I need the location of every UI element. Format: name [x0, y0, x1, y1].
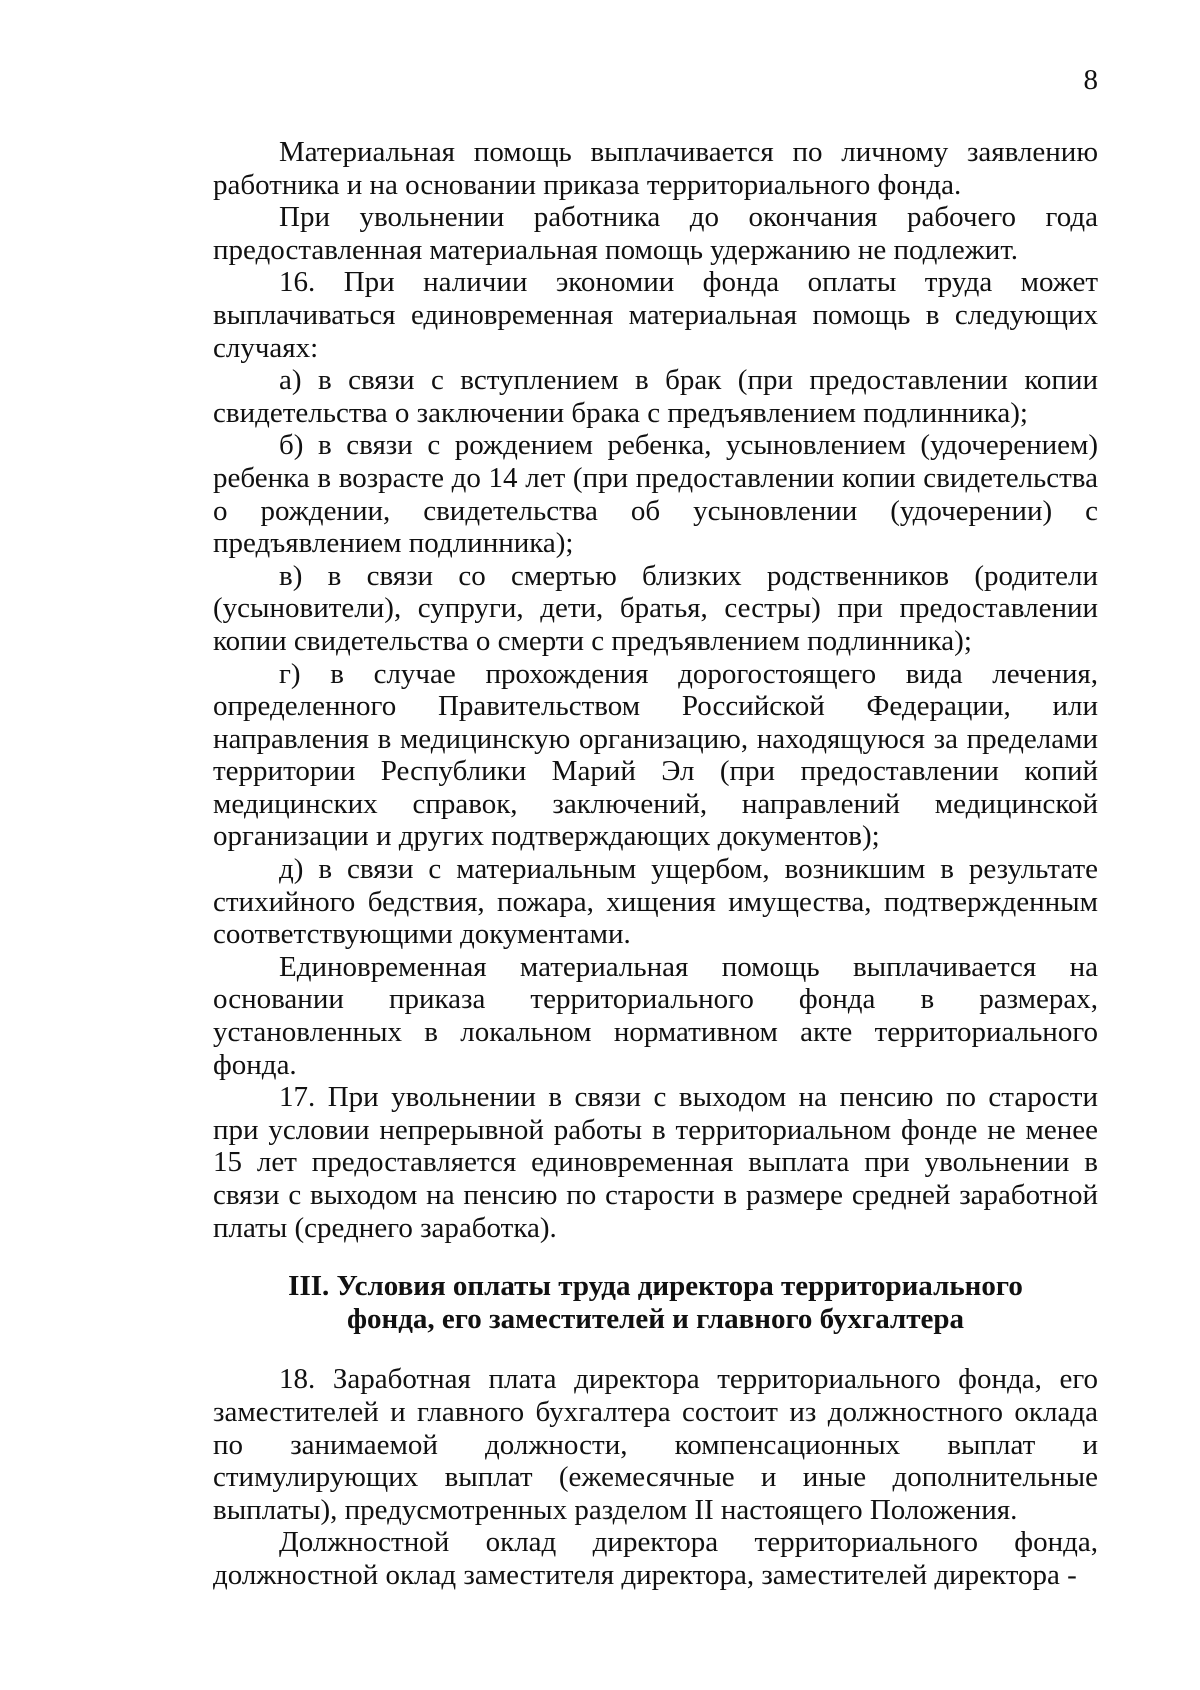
document-body — [213, 136, 1098, 1592]
section-heading-iii: III. Условия оплаты труда директора территориального фонда, его заместителей и главного бухгалтера — [288, 1270, 1023, 1335]
paragraph-item-16d-material-damage: д) в связи с материальным ущербом, возникшим в результате стихийного бедствия, пожара, хищения имущества, подтвержденным соответствующими документами. — [213, 853, 1098, 951]
paragraph-item-16g-expensive-treatment: г) в случае прохождения дорогостоящего вида лечения, определенного Правительством Российской Федерации, или направления в медицинскую организацию, находящуюся за пределами территории Республики Марий Эл (при предоставлении копий медицинских справок, заключений, направлений медицинской организации и других подтверждающих документов); — [213, 657, 1098, 853]
paragraph-item-18-salary: 18. Заработная плата директора территориального фонда, его заместителей и главного бухгалтера состоит из должностного оклада по занимаемой должности, компенсационных выплат и стимулирующих выплат (ежемесячные и иные дополнительные выплаты), предусмотренных разделом II настоящего Положения. — [213, 1363, 1098, 1526]
paragraph-item-16v-death-of-relatives: в) в связи со смертью близких родственников (родители (усыновители), супруги, дети, братья, сестры) при предоставлении копии свидетельства о смерти с предъявлением подлинника); — [213, 559, 1098, 657]
page-number: 8 — [1083, 64, 1098, 96]
paragraph-item-17-retirement: 17. При увольнении в связи с выходом на пенсию по старости при условии непрерывной работы в территориальном фонде не менее 15 лет предоставляется единовременная выплата при увольнении в связи с выходом на пенсию по старости в размере средней заработной платы (среднего заработка). — [213, 1081, 1098, 1244]
paragraph-dismissal-before-year-end: При увольнении работника до окончания рабочего года предоставленная материальная помощь удержанию не подлежит. — [213, 201, 1098, 266]
paragraph-lump-sum-aid-order: Единовременная материальная помощь выплачивается на основании приказа территориального фонда в размерах, установленных в локальном нормативном акте территориального фонда. — [213, 950, 1098, 1081]
paragraph-material-aid-payment: Материальная помощь выплачивается по личному заявлению работника и на основании приказа территориального фонда. — [213, 136, 1098, 201]
paragraph-item-16a-marriage: а) в связи с вступлением в брак (при предоставлении копии свидетельства о заключении брака с предъявлением подлинника); — [213, 364, 1098, 429]
paragraph-item-16b-child-birth: б) в связи с рождением ребенка, усыновлением (удочерением) ребенка в возрасте до 14 лет (при предоставлении копии свидетельства о рождении, свидетельства об усыновлении (удочерении) с предъявлением подлинника); — [213, 429, 1098, 560]
paragraph-item-16: 16. При наличии экономии фонда оплаты труда может выплачиваться единовременная материальная помощь в следующих случаях: — [213, 266, 1098, 364]
paragraph-official-salary-director: Должностной оклад директора территориального фонда, должностной оклад заместителя директора, заместителей директора - — [213, 1526, 1098, 1591]
